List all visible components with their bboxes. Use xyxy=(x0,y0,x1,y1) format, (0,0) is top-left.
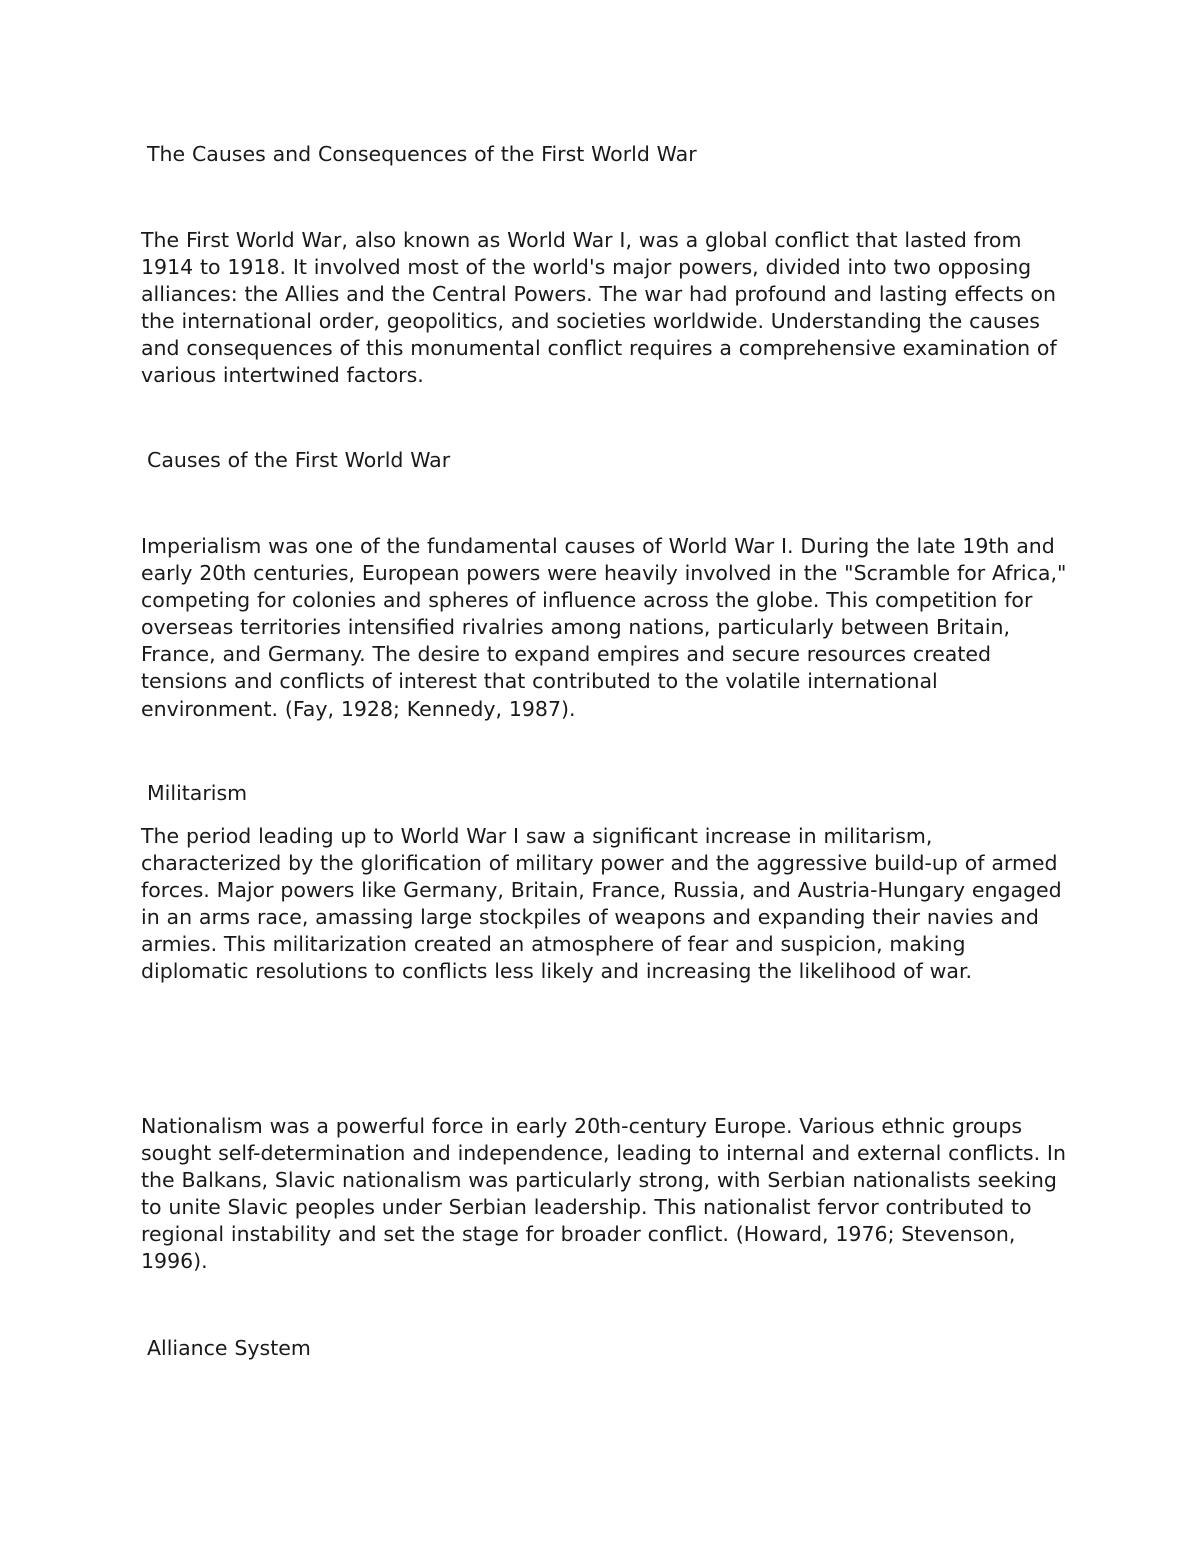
causes-heading: Causes of the First World War xyxy=(147,448,451,472)
document-title: The Causes and Consequences of the First World War xyxy=(147,142,697,166)
militarism-heading: Militarism xyxy=(147,781,248,805)
nationalism-paragraph: Nationalism was a powerful force in early 20th-century Europe. Various ethnic groups sought self-determination and independence, leading to internal and external conflicts. In the Balkans, Slavic nationalism was particularly strong, with Serbian nationalists seeking to unite Slavic peoples under Serbian leadership. This nationalist fervor contributed to regional instability and set the stage for broader conflict. (Howard, 1976; Stevenson, 1996). xyxy=(141,1114,1066,1274)
intro-paragraph: The First World War, also known as World War I, was a global conflict that lasted from 1914 to 1918. It involved most of the world's major powers, divided into two opposing alliances: the Allies and the Central Powers. The war had profound and lasting effects on the international order, geopolitics, and societies worldwide. Understanding the causes and consequences of this monumental conflict requires a comprehensive examination of various intertwined factors. xyxy=(141,228,1057,388)
imperialism-paragraph: Imperialism was one of the fundamental causes of World War I. During the late 19th and early 20th centuries, European powers were heavily involved in the "Scramble for Africa," competing for colonies and spheres of influence across the globe. This competition for overseas territories intensified rivalries among nations, particularly between Britain, France, and Germany. The desire to expand empires and secure resources created tensions and conflicts of interest that contributed to the volatile international environment. (Fay, 1928; Kennedy, 1987). xyxy=(141,534,1067,721)
militarism-paragraph: The period leading up to World War I saw a significant increase in militarism, characterized by the glorification of military power and the aggressive build-up of armed forces. Major powers like Germany, Britain, France, Russia, and Austria-Hungary engaged in an arms race, amassing large stockpiles of weapons and expanding their navies and armies. This militarization created an atmosphere of fear and suspicion, making diplomatic resolutions to conflicts less likely and increasing the likelihood of war. xyxy=(141,824,1062,984)
alliance-system-heading: Alliance System xyxy=(147,1336,311,1360)
